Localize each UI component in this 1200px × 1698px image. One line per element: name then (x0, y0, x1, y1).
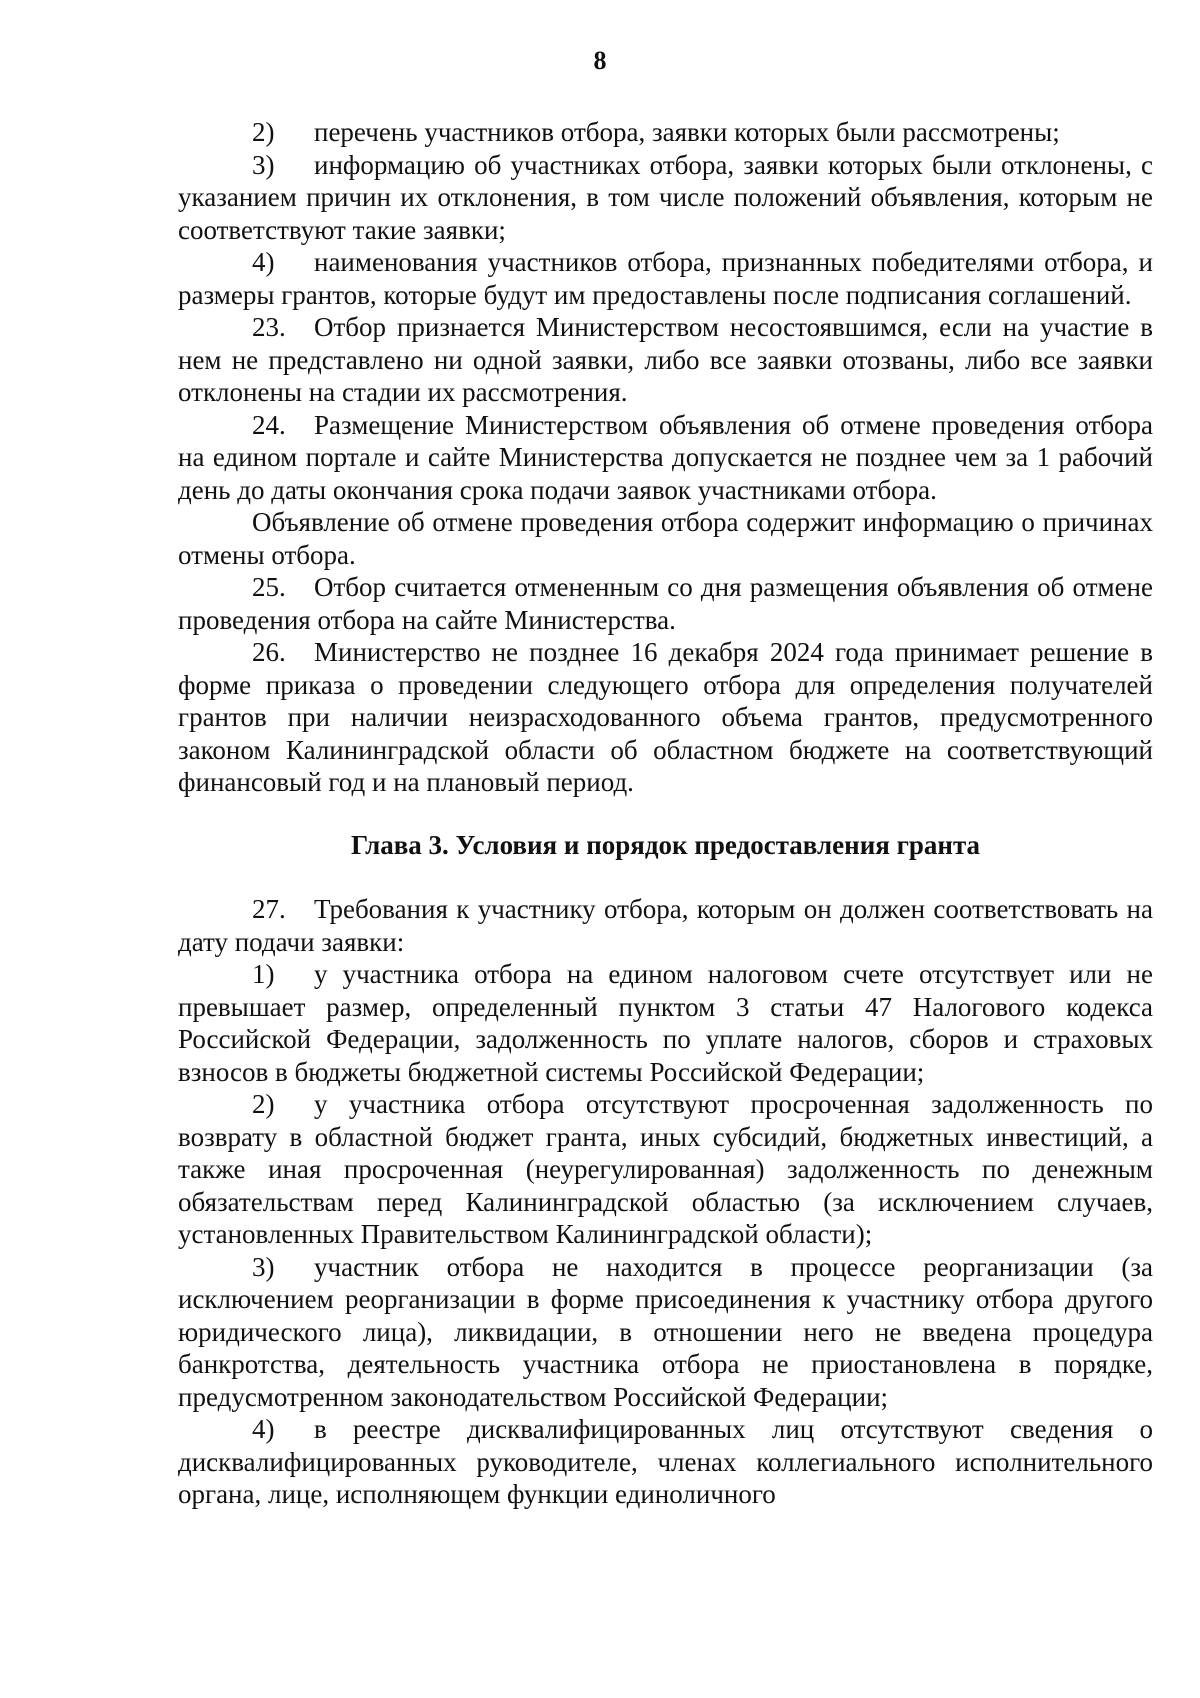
paragraph (178, 409, 1153, 507)
paragraph-text: Министерство не позднее 16 декабря 2024 года принимает решение в форме приказа о проведении следующего отбора для определения получателей грантов при наличии неизрасходованного объема грантов, предусмотренного законом Калининградской области об областном бюджете на соответствующий финансовый год и на плановый период. (178, 637, 1153, 797)
paragraph-text: Размещение Министерством объявления об отмене проведения отбора на едином портале и сайте Министерства допускается не позднее чем за 1 рабочий день до даты окончания срока подачи заявок участниками отбора. (178, 409, 1153, 505)
paragraph-marker: 1) (252, 959, 275, 989)
paragraph-text: информацию об участниках отбора, заявки которых были отклонены, с указанием причин их отклонения, в том числе положений объявления, которым не соответствуют такие заявки; (178, 149, 1153, 245)
paragraphs-before-heading (178, 116, 1153, 799)
paragraph (178, 506, 1153, 571)
paragraph-text: перечень участников отбора, заявки которых были рассмотрены; (314, 117, 1060, 147)
paragraph-marker: 26. (252, 637, 286, 667)
paragraph-text: у участника отбора отсутствуют просроченная задолженность по возврату в областной бюджет гранта, иных субсидий, бюджетных инвестиций, а также иная просроченная (неурегулированная) задолженность по денежным обязательствам перед Калининградской областью (за исключением случаев, установленных Правительством Калининградской области); (178, 1089, 1153, 1249)
paragraph (178, 636, 1153, 799)
document-body (178, 116, 1153, 1511)
chapter-heading: Глава 3. Условия и порядок предоставления гранта (350, 829, 981, 860)
paragraph-marker: 3) (252, 149, 275, 180)
paragraph-marker: 24. (252, 409, 286, 440)
paragraph (178, 246, 1153, 311)
paragraph (178, 149, 1153, 247)
paragraph-text: участник отбора не находится в процессе реорганизации (за исключением реорганизации в форме присоединения к участнику отбора другого юридического лица), ликвидации, в отношении него не введена процедура банкротства, деятельность участника отбора не приостановлена в порядке, предусмотренном законодательством Российской Федерации; (178, 1251, 1153, 1412)
paragraph-text: наименования участников отбора, признанных победителями отбора, и размеры грантов, которые будут им предоставлены после подписания соглашений. (178, 247, 1153, 310)
paragraph (178, 1251, 1153, 1414)
paragraph-marker: 23. (252, 312, 286, 342)
paragraph-marker: 4) (252, 1414, 275, 1444)
paragraph-marker: 25. (252, 572, 286, 602)
paragraph-marker: 27. (252, 894, 286, 924)
paragraph (178, 1088, 1153, 1251)
paragraph (178, 311, 1153, 409)
paragraph-marker: 3) (252, 1251, 275, 1282)
paragraph (178, 1413, 1153, 1511)
paragraph (178, 958, 1153, 1088)
paragraphs-after-heading (178, 893, 1153, 1511)
page-number: 8 (593, 46, 607, 75)
paragraph-marker: 4) (252, 247, 275, 277)
paragraph-text: Отбор признается Министерством несостоявшимся, если на участие в нем не представлено ни одной заявки, либо все заявки отозваны, либо все заявки отклонены на стадии их рассмотрения. (178, 312, 1153, 407)
paragraph (178, 893, 1153, 958)
paragraph-marker: 2) (252, 1089, 275, 1119)
paragraph-text: Объявление об отмене проведения отбора содержит информацию о причинах отмены отбора. (178, 507, 1153, 570)
paragraph-text: Требования к участнику отбора, которым он должен соответствовать на дату подачи заявки: (178, 894, 1153, 957)
paragraph-text: Отбор считается отмененным со дня размещения объявления об отмене проведения отбора на сайте Министерства. (178, 572, 1153, 635)
paragraph-text: у участника отбора на едином налоговом счете отсутствует или не превышает размер, определенный пунктом 3 статьи 47 Налогового кодекса Российской Федерации, задолженность по уплате налогов, сборов и страховых взносов в бюджеты бюджетной системы Российской Федерации; (178, 959, 1153, 1087)
paragraph (178, 116, 1153, 149)
paragraph (178, 571, 1153, 636)
paragraph-text: в реестре дисквалифицированных лиц отсутствуют сведения о дисквалифицированных руководителе, членах коллегиального исполнительного органа, лице, исполняющем функции единоличного (178, 1414, 1153, 1509)
paragraph-marker: 2) (252, 117, 275, 147)
